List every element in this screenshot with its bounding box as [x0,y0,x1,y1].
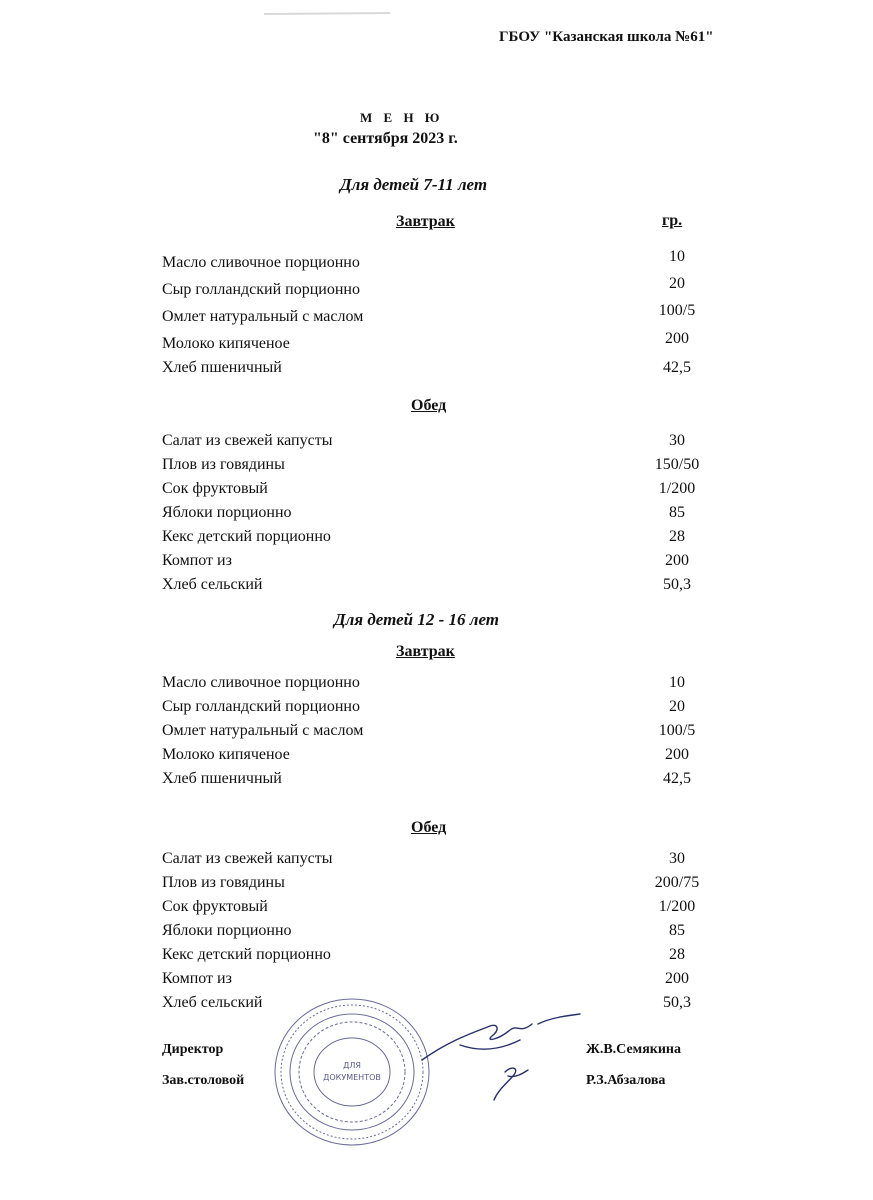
canteen-head-name: Р.З.Абзалова [586,1073,666,1088]
list-item [162,552,722,574]
dish-name: Омлет натуральный с маслом [162,722,364,739]
dish-grams: 150/50 [654,456,700,473]
dish-name: Яблоки порционно [162,504,292,521]
group-title-7-11: Для детей 7-11 лет [340,175,488,194]
breakfast-title-7-11: Завтрак [396,213,455,230]
list-item [162,722,722,744]
dish-name: Плов из говядины [162,874,285,891]
dish-grams: 200 [665,970,689,987]
list-item [162,432,722,454]
list-item [162,359,722,381]
dish-grams: 100/5 [658,722,696,739]
school-name: ГБОУ "Казанская школа №61" [499,29,714,45]
dish-name: Масло сливочное порционно [162,254,360,271]
lunch-title-12-16: Обед [411,819,447,836]
director-name: Ж.В.Семякина [586,1042,681,1057]
dish-name: Компот из [162,970,232,987]
dish-name: Хлеб пшеничный [162,770,282,787]
list-item [162,302,722,330]
svg-text:ДОКУМЕНТОВ: ДОКУМЕНТОВ [323,1073,381,1082]
dish-name: Масло сливочное порционно [162,674,360,691]
dish-grams: 200 [665,552,689,569]
dish-grams: 200 [665,746,689,763]
group-title-12-16: Для детей 12 - 16 лет [334,610,500,629]
dish-name: Сок фруктовый [162,480,268,497]
dish-grams: 10 [669,248,685,265]
dish-grams: 20 [669,275,685,292]
list-item [162,576,722,598]
dish-name: Яблоки порционно [162,922,292,939]
stamp-center-text: ДЛЯ [343,1061,361,1070]
lunch-title-7-11: Обед [411,397,447,414]
canteen-head-label: Зав.столовой [162,1073,245,1088]
dish-grams: 85 [669,504,685,521]
dish-grams: 50,3 [663,994,691,1011]
dish-grams: 42,5 [663,770,691,787]
scan-artifact-line [262,4,392,10]
list-item [162,922,722,944]
unit-header: гр. [662,212,683,229]
list-item [162,874,722,896]
dish-grams: 50,3 [663,576,691,593]
dish-name: Кекс детский порционно [162,528,331,545]
director-label: Директор [162,1042,224,1057]
list-item [162,330,722,357]
dish-grams: 1/200 [658,480,696,497]
dish-name: Молоко кипяченое [162,746,290,763]
dish-name: Плов из говядины [162,456,285,473]
list-item [162,698,722,720]
dish-grams: 200/75 [654,874,700,891]
dish-name: Омлет натуральный с маслом [162,308,364,325]
dish-grams: 42,5 [663,359,691,376]
dish-name: Хлеб сельский [162,994,263,1011]
dish-name: Сыр голландский порционно [162,698,360,715]
menu-date: "8" сентября 2023 г. [313,130,458,147]
dish-name: Сыр голландский порционно [162,281,360,298]
dish-name: Хлеб пшеничный [162,359,282,376]
dish-grams: 85 [669,922,685,939]
list-item [162,480,722,502]
handwritten-signature [420,1010,595,1115]
dish-grams: 30 [669,432,685,449]
dish-name: Молоко кипяченое [162,335,290,352]
list-item [162,674,722,696]
list-item [162,528,722,550]
list-item [162,770,722,792]
dish-grams: 1/200 [658,898,696,915]
dish-name: Салат из свежей капусты [162,432,333,449]
dish-name: Кекс детский порционно [162,946,331,963]
list-item [162,970,722,992]
dish-grams: 200 [665,330,689,347]
dish-grams: 28 [669,946,685,963]
dish-grams: 20 [669,698,685,715]
list-item [162,504,722,526]
breakfast-title-12-16: Завтрак [396,643,455,660]
list-item [162,248,722,276]
dish-name: Хлеб сельский [162,576,263,593]
list-item [162,746,722,768]
dish-grams: 28 [669,528,685,545]
list-item [162,850,722,872]
list-item [162,456,722,478]
dish-grams: 10 [669,674,685,691]
menu-title: М Е Н Ю [360,110,444,125]
dish-name: Компот из [162,552,232,569]
list-item [162,275,722,303]
dish-name: Сок фруктовый [162,898,268,915]
dish-name: Салат из свежей капусты [162,850,333,867]
school-stamp [272,996,432,1148]
list-item [162,898,722,920]
list-item [162,946,722,968]
dish-grams: 100/5 [658,302,696,319]
dish-grams: 30 [669,850,685,867]
